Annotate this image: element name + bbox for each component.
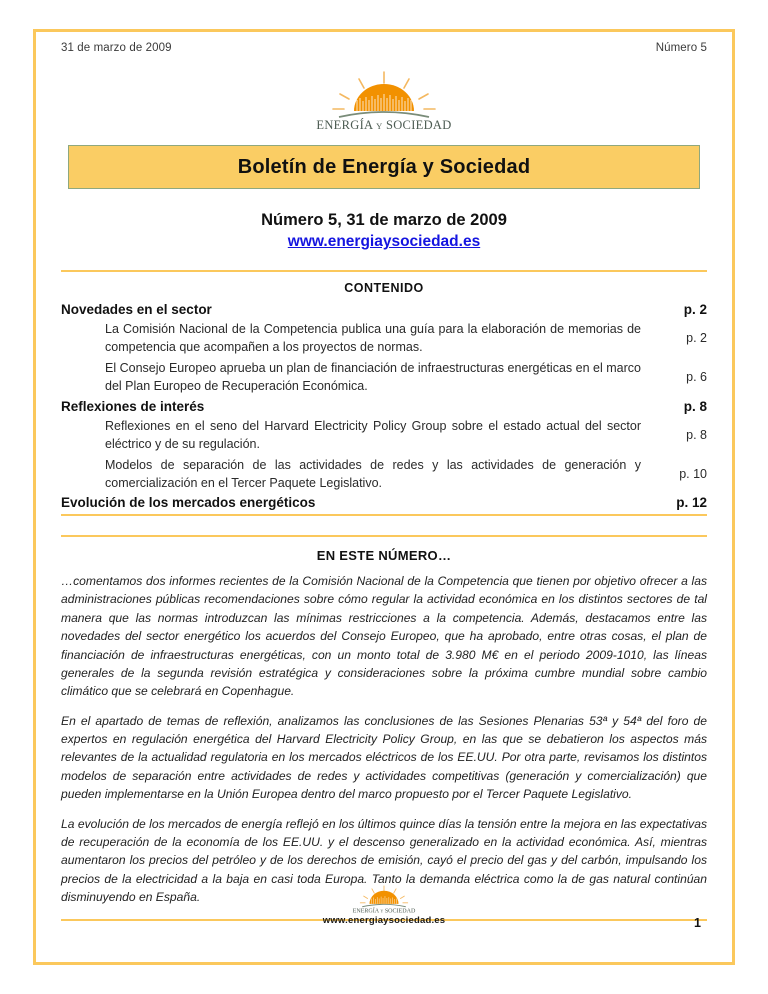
subtitle-block <box>61 211 707 251</box>
toc-entry-page: p. 12 <box>676 495 707 510</box>
toc-entry-page: p. 2 <box>686 331 707 346</box>
in-this-issue-body <box>61 572 707 906</box>
toc-entry-page: p. 8 <box>683 398 707 414</box>
issue-subtitle: Número 5, 31 de marzo de 2009 <box>261 211 507 229</box>
contents-bottom-rule <box>61 514 707 516</box>
header-date: 31 de marzo de 2009 <box>61 42 172 54</box>
svg-text:ENERGÍA Y SOCIEDAD: ENERGÍA Y SOCIEDAD <box>316 118 452 132</box>
contents-top-rule <box>61 270 707 272</box>
in-this-issue-heading: EN ESTE NÚMERO… <box>316 548 452 563</box>
energia-y-sociedad-logo-icon <box>341 884 427 914</box>
issue-paragraph: La evolución de los mercados de energía reflejó en los últimos quince días la tensión entre la mejora en las expectativas de recuperación de la economía de los EE.UU. y el descenso generalizado en la actividad económica. Así, mientras aumentaron los precios del petróleo y de los derechos de emisión, cayó el precio del gas y del carbón, impulsando los precios de la electricidad a la baja en casi toda Europa. Tanto la demanda eléctrica como la de gas natural continúan disminuyendo en España. <box>61 816 707 904</box>
toc-entry-minor[interactable] <box>61 320 707 356</box>
page-header <box>61 32 707 68</box>
toc-entry-page: p. 6 <box>686 370 707 385</box>
toc-entry-title: Reflexiones de interés <box>61 398 205 414</box>
website-link[interactable]: www.energiaysociedad.es <box>287 233 481 250</box>
footer-page-number: 1 <box>694 916 701 930</box>
toc-entry-minor[interactable] <box>61 359 707 395</box>
header-issue-number: Número 5 <box>655 42 707 54</box>
toc-entry-title: El Consejo Europeo aprueba un plan de financiación de infraestructuras energéticas en el marco del Plan Europeo de Recuperación Económica. <box>105 361 641 394</box>
table-of-contents <box>61 302 707 510</box>
toc-entry-title: La Comisión Nacional de la Competencia publica una guía para la elaboración de memorias de competencia que acompañen a los proyectos de normas. <box>105 322 641 355</box>
toc-entry-title: Novedades en el sector <box>61 302 212 317</box>
toc-entry-page: p. 10 <box>679 466 707 481</box>
issue-paragraph: En el apartado de temas de reflexión, analizamos las conclusiones de las Sesiones Plenarias 53ª y 54ª del foro de expertos en regulación energética del Harvard Electricity Policy Group, en las que se debatieron los aspectos más relevantes de la actualidad regulatoria en los mercados eléctricos de los EE.UU. Por otra parte, revisamos los distintos modelos de separación entre actividades de redes y actividades competitivas (generación y comercialización) que pueden implementarse en la Unión Europea dentro del marco propuesto por el Tercer Paquete Legislativo. <box>61 713 707 802</box>
toc-entry-major[interactable] <box>61 495 707 510</box>
toc-entry-major[interactable] <box>61 302 707 317</box>
bulletin-title-banner: Boletín de Energía y Sociedad <box>68 145 700 189</box>
toc-entry-minor[interactable] <box>61 417 707 453</box>
page-frame <box>33 29 735 965</box>
toc-entry-page: p. 8 <box>686 427 707 442</box>
energia-y-sociedad-logo-icon <box>299 70 469 132</box>
page-footer <box>61 884 707 944</box>
contents-heading: CONTENIDO <box>344 281 424 295</box>
toc-entry-title: Evolución de los mercados energéticos <box>61 495 316 510</box>
toc-entry-title: Modelos de separación de las actividades de redes y las actividades de generación y comercialización en el Tercer Paquete Legislativo. <box>105 457 641 490</box>
toc-entry-title: Reflexiones en el seno del Harvard Electricity Policy Group sobre el estado actual del sector eléctrico y de su regulación. <box>105 418 641 451</box>
issue-top-rule <box>61 535 707 537</box>
masthead-logo <box>299 70 469 132</box>
issue-paragraph: …comentamos dos informes recientes de la Comisión Nacional de la Competencia que tienen por objetivo ofrecer a las administraciones públicas recomendaciones sobre cómo regular la actividad económica en los distintos sectores de tal manera que las normas introduzcan las mínimas restricciones a la competencia. Además, destacamos entre las novedades del sector energético los acuerdos del Consejo Europeo, que ha aprobado, entre otras cosas, el plan de financiación de infraestructuras energéticas, con un monto total de 3.980 M€ en el periodo 2009-1010, las líneas generales de la segunda revisión estratégica y consideraciones sobre la próxima cumbre mundial sobre cambio climático que se celebrará en Copenhague. <box>61 574 707 699</box>
toc-entry-minor[interactable] <box>61 456 707 492</box>
footer-website-url: www.energiaysociedad.es <box>322 915 446 926</box>
svg-text:ENERGÍA Y SOCIEDAD: ENERGÍA Y SOCIEDAD <box>352 908 416 914</box>
toc-entry-page: p. 2 <box>683 302 707 317</box>
toc-entry-major[interactable] <box>61 399 707 414</box>
